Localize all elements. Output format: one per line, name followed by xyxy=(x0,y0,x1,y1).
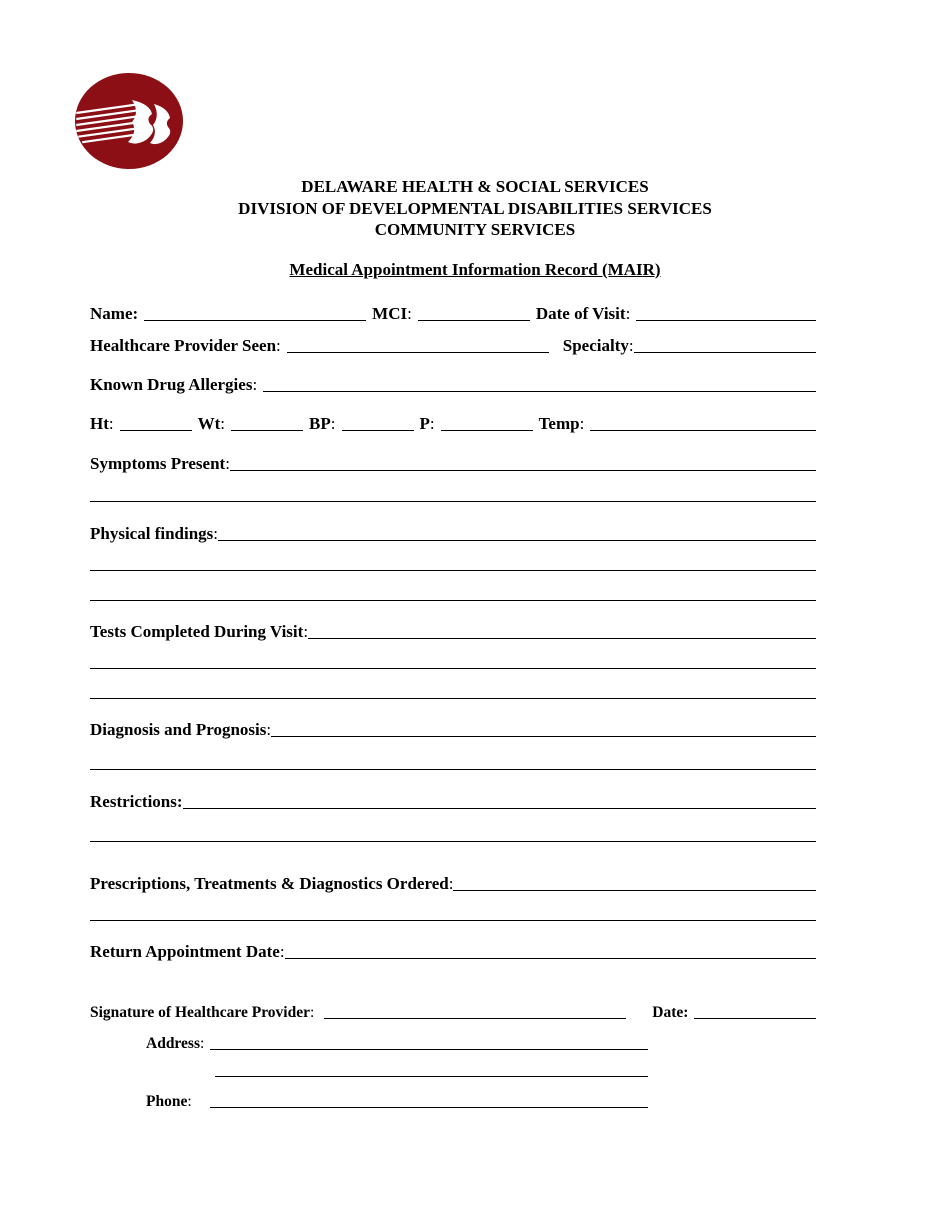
mci-label: MCI xyxy=(372,304,408,323)
row-diagnosis: Diagnosis and Prognosis : xyxy=(90,716,816,740)
tests-label: Tests Completed During Visit xyxy=(90,622,304,641)
tests-line-3[interactable] xyxy=(90,698,816,699)
row-allergies: Known Drug Allergies : xyxy=(90,371,816,395)
prescriptions-label: Prescriptions, Treatments & Diagnostics Ordered xyxy=(90,874,449,893)
mci-field[interactable] xyxy=(418,320,530,321)
address-label: Address xyxy=(146,1035,200,1052)
ht-label: Ht xyxy=(90,414,109,433)
header-line-2: DIVISION OF DEVELOPMENTAL DISABILITIES SERVICES xyxy=(238,199,712,218)
provider-seen-field[interactable] xyxy=(287,352,549,353)
provider-seen-label: Healthcare Provider Seen xyxy=(90,336,277,355)
date-of-visit-field[interactable] xyxy=(636,320,816,321)
p-field[interactable] xyxy=(441,430,533,431)
signature-label: Signature of Healthcare Provider xyxy=(90,1004,310,1021)
row-tests: Tests Completed During Visit : xyxy=(90,618,816,642)
p-label: P xyxy=(419,414,430,433)
restrictions-field[interactable] xyxy=(183,808,816,809)
date-label: Date: xyxy=(652,1004,689,1021)
restrictions-label: Restrictions: xyxy=(90,792,183,811)
prescriptions-line-2[interactable] xyxy=(90,920,816,921)
allergies-label: Known Drug Allergies xyxy=(90,375,253,394)
physical-line-2[interactable] xyxy=(90,570,816,571)
header-line-1: DELAWARE HEALTH & SOCIAL SERVICES xyxy=(301,177,649,196)
symptoms-label: Symptoms Present xyxy=(90,454,226,473)
tests-line-2[interactable] xyxy=(90,668,816,669)
tests-field[interactable] xyxy=(308,638,816,639)
row-name: Name: MCI : Date of Visit : xyxy=(90,300,816,324)
wt-label: Wt xyxy=(197,414,221,433)
specialty-label: Specialty xyxy=(562,336,629,355)
row-return-date: Return Appointment Date : xyxy=(90,938,816,962)
diagnosis-line-2[interactable] xyxy=(90,769,816,770)
physical-label: Physical findings xyxy=(90,524,214,543)
temp-field[interactable] xyxy=(590,430,816,431)
name-label: Name: xyxy=(90,304,139,323)
bp-label: BP xyxy=(309,414,331,433)
return-date-field[interactable] xyxy=(285,958,816,959)
address-line-2[interactable] xyxy=(215,1076,648,1077)
ht-field[interactable] xyxy=(120,430,192,431)
row-prescriptions: Prescriptions, Treatments & Diagnostics Ordered : xyxy=(90,870,816,894)
row-phone: Phone : xyxy=(146,1087,648,1111)
diagnosis-label: Diagnosis and Prognosis xyxy=(90,720,267,739)
symptoms-field[interactable] xyxy=(230,470,816,471)
name-field[interactable] xyxy=(144,320,366,321)
physical-line-3[interactable] xyxy=(90,600,816,601)
row-symptoms: Symptoms Present : xyxy=(90,450,816,474)
allergies-field[interactable] xyxy=(263,391,816,392)
diagnosis-field[interactable] xyxy=(271,736,816,737)
prescriptions-field[interactable] xyxy=(453,890,816,891)
temp-label: Temp xyxy=(538,414,580,433)
row-signature: Signature of Healthcare Provider : Date: xyxy=(90,998,816,1022)
agency-logo xyxy=(74,72,184,170)
row-physical: Physical findings : xyxy=(90,520,816,544)
address-field[interactable] xyxy=(210,1049,648,1050)
form-title: Medical Appointment Information Record (MAIR) xyxy=(289,260,661,279)
physical-field[interactable] xyxy=(218,540,816,541)
row-vitals: Ht : Wt : BP : P : Temp : xyxy=(90,410,816,434)
signature-field[interactable] xyxy=(324,1018,626,1019)
symptoms-line-2[interactable] xyxy=(90,501,816,502)
header-line-3: COMMUNITY SERVICES xyxy=(374,220,576,239)
date-field[interactable] xyxy=(694,1018,816,1019)
restrictions-line-2[interactable] xyxy=(90,841,816,842)
date-of-visit-label: Date of Visit xyxy=(535,304,626,323)
row-provider: Healthcare Provider Seen : Specialty : xyxy=(90,332,816,356)
row-restrictions xyxy=(90,788,816,812)
return-date-label: Return Appointment Date xyxy=(90,942,280,961)
bp-field[interactable] xyxy=(342,430,414,431)
row-address: Address : xyxy=(146,1029,648,1053)
phone-field[interactable] xyxy=(210,1107,648,1108)
specialty-field[interactable] xyxy=(634,352,816,353)
wt-field[interactable] xyxy=(231,430,303,431)
phone-label: Phone xyxy=(146,1093,188,1110)
